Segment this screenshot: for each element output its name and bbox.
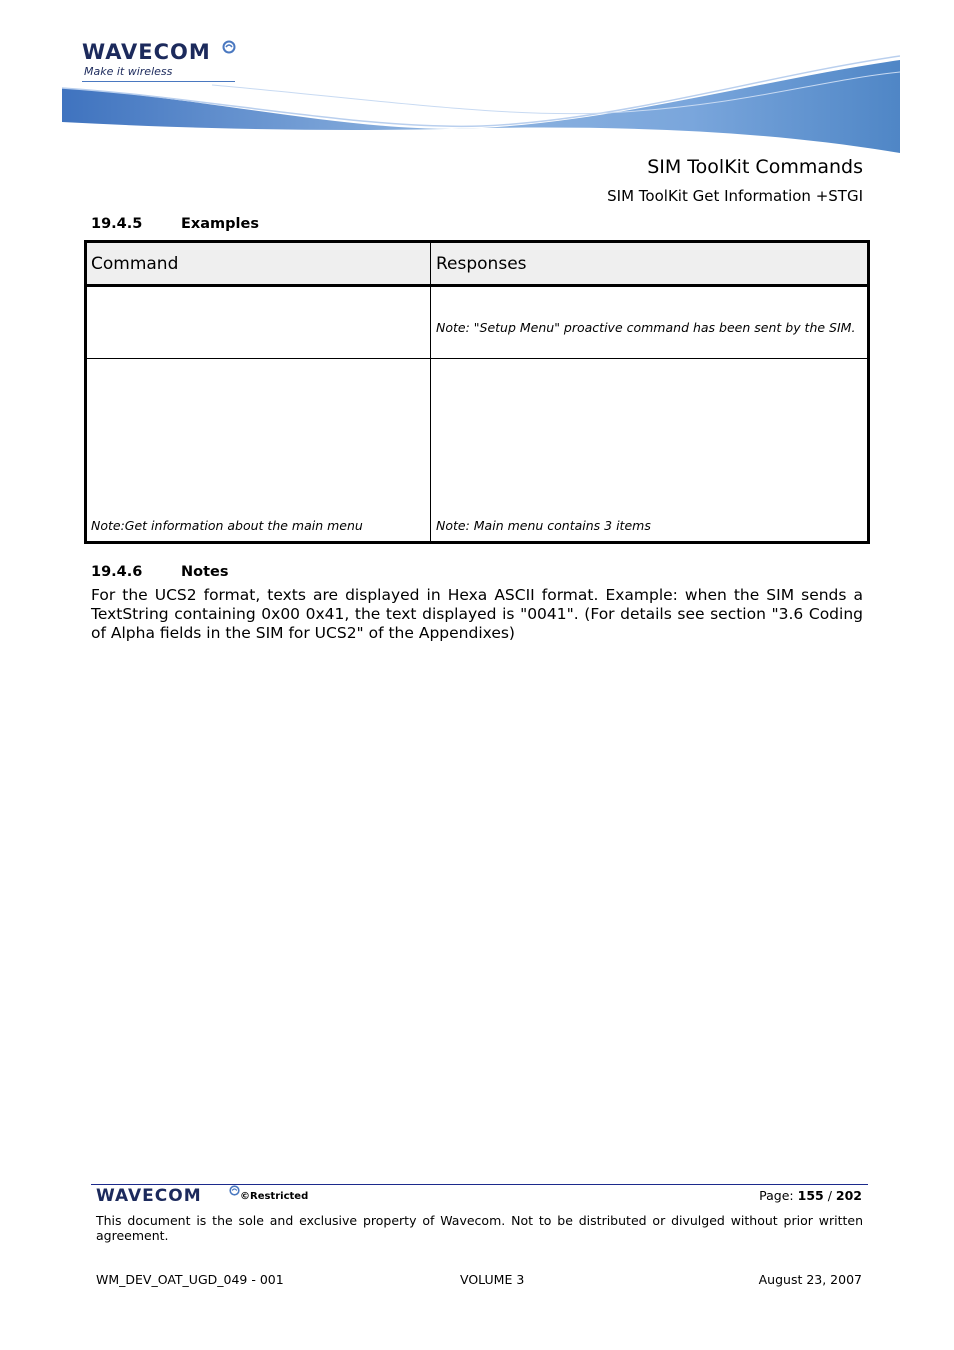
page-number [759, 1188, 862, 1203]
volume-label: VOLUME 3 [460, 1272, 525, 1287]
section-title: SIM ToolKit Get Information +STGI [607, 187, 863, 205]
row-divider [87, 358, 867, 359]
logo-tagline: Make it wireless [84, 65, 173, 78]
document-date: August 23, 2007 [758, 1272, 862, 1287]
page-label: Page: [759, 1188, 794, 1203]
footer-rule [91, 1184, 868, 1185]
examples-title: Examples [181, 216, 259, 232]
notes-paragraph: For the UCS2 format, texts are displayed in Hexa ASCII format. Example: when the SIM sends a TextString containing 0x00 0x41, the text displayed is "0041". (For details see section "3.6 Coding of Alpha fields in the SIM for UCS2" of the Appendixes) [91, 586, 863, 642]
header-responses: Responses [436, 254, 527, 274]
column-divider [430, 243, 431, 541]
examples-heading [91, 216, 259, 232]
chapter-title: SIM ToolKit Commands [647, 156, 863, 178]
header-banner [62, 50, 900, 156]
footer-wavecom-logo: WAVECOM [96, 1186, 202, 1206]
wavecom-logo: WAVECOM [82, 40, 211, 64]
examples-number: 19.4.5 [91, 216, 143, 232]
page-separator: / [827, 1188, 832, 1203]
footer-notice: This document is the sole and exclusive property of Wavecom. Not to be distributed or divulged without prior written agreement. [96, 1213, 863, 1243]
row1-response-note: Note: "Setup Menu" proactive command has been sent by the SIM. [436, 320, 856, 335]
notes-number: 19.4.6 [91, 564, 143, 580]
notes-title: Notes [181, 564, 229, 580]
restricted-label: ©Restricted [240, 1191, 309, 1202]
header-command: Command [91, 254, 179, 274]
page-total: 202 [835, 1188, 862, 1203]
page-current: 155 [797, 1188, 824, 1203]
notes-heading [91, 564, 229, 580]
document-reference: WM_DEV_OAT_UGD_049 - 001 [96, 1272, 284, 1287]
row2-response-note: Note: Main menu contains 3 items [436, 518, 651, 533]
examples-table [84, 240, 870, 544]
footer-logo-swirl-icon [229, 1185, 240, 1196]
row2-command-note: Note:Get information about the main menu [91, 518, 363, 533]
